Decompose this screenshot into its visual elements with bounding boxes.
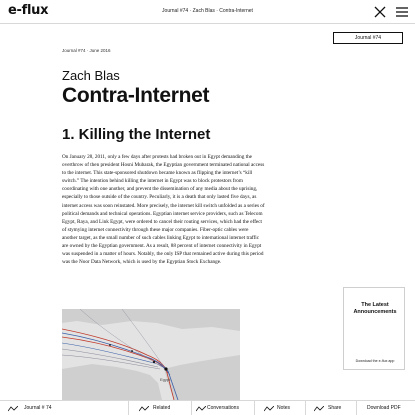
top-bar [0, 0, 415, 24]
related-button[interactable] [129, 401, 191, 415]
section-heading: 1. Killing the Internet [62, 126, 211, 143]
bottom-bar [0, 400, 415, 415]
menu-icon[interactable] [395, 6, 409, 18]
eflux-logo[interactable]: e-flux [8, 3, 49, 18]
share-label: Share [328, 405, 342, 411]
header-title: Journal #74 · Zach Blas · Contra-Internet [162, 8, 253, 14]
cable-map-image[interactable] [62, 309, 240, 400]
notes-label: Notes [277, 405, 291, 411]
announcements-title [344, 302, 406, 315]
article-paragraph: On January 28, 2011, only a few days after protests had broken out in Egypt demanding the overthrow of then president Hosni Mubarak, the Egyptian government terminated national access to the internet. This state-sponsored shutdown became known as flipping the internet’s “kill switch.” The intention behind killing the internet in Egypt was to block protestors from coordinating with one another, and prevent the dissemination of any media about the uprising, especially to those outside of the country. Peculiarly, it is a death that only lasted five days, as internet access was soon reinstated. More precisely, the internet kill switch unfolded as a series of political demands and technical operations. Egyptian internet service providers, such as Telecom Egypt, Raya, and Link Egypt, were ordered to cancel their routing services, which had the effect of stymying internet connectivity through these major companies. Fiber-optic cables were another target, as the small number of such cables linking Egypt to international internet traffic are owned by the Egyptian government. As a result, 88 percent of internet connectivity in Egypt was suspended in a matter of hours. Notably, the only ISP that remained active during this period was the Noor Data Network, which is used by the Egyptian Stock Exchange. [62, 154, 265, 266]
journal-button[interactable] [0, 401, 62, 415]
notes-button[interactable] [255, 401, 305, 415]
journal-tag-button[interactable]: Journal #74 [333, 32, 403, 44]
notes-icon [264, 406, 274, 412]
map-label: Egypt [160, 377, 171, 382]
share-button[interactable] [306, 401, 356, 415]
download-pdf-button[interactable] [357, 401, 415, 415]
article-title: Contra-Internet [62, 84, 210, 107]
related-label: Related [153, 405, 171, 411]
download-pdf-label: Download PDF [367, 405, 401, 411]
announcements-title-line2: Announcements [353, 308, 397, 315]
share-icon [314, 406, 324, 412]
article-author[interactable]: Zach Blas [62, 68, 120, 83]
article-meta: Journal #74 · June 2016 [62, 48, 111, 53]
announcements-card[interactable] [343, 287, 405, 370]
conversations-label: Conversations [207, 405, 239, 411]
related-icon [139, 406, 149, 412]
cable-map-graphic [62, 309, 240, 400]
close-icon[interactable] [373, 5, 387, 19]
conversations-button[interactable] [192, 401, 254, 415]
conversations-icon [196, 406, 206, 412]
journal-icon [8, 406, 18, 412]
journal-label: Journal # 74 [24, 405, 52, 411]
announcements-subtitle: Download the e-flux app [355, 359, 395, 363]
announcements-title-line1: The Latest [361, 302, 389, 308]
